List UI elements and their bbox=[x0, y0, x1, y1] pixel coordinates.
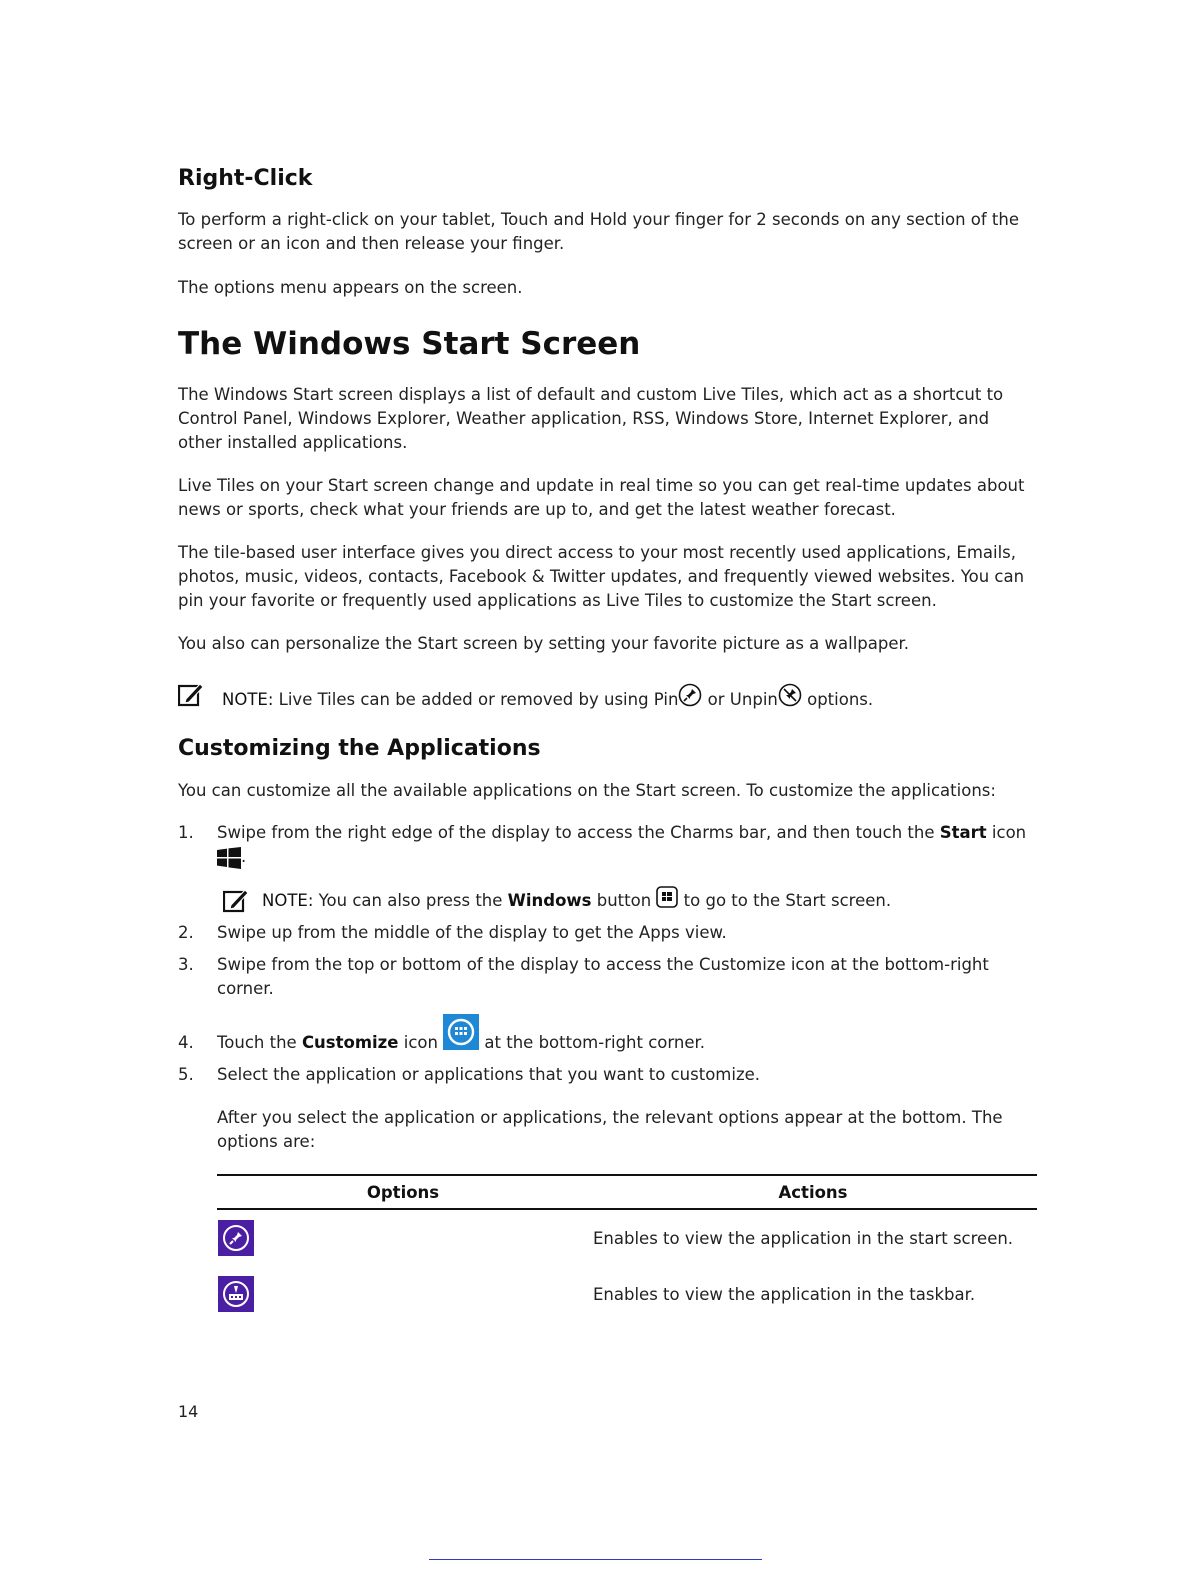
step-number: 1. bbox=[178, 823, 194, 842]
windows-start-icon bbox=[217, 847, 241, 869]
step-1-bold: Start bbox=[939, 823, 987, 842]
table-row bbox=[217, 1266, 1037, 1322]
option-cell bbox=[217, 1209, 589, 1266]
step-4-text-c: at the bottom-right corner. bbox=[479, 1033, 706, 1052]
step-4-bold: Customize bbox=[301, 1033, 399, 1052]
action-cell: Enables to view the application in the start screen. bbox=[593, 1228, 1014, 1248]
options-menu-paragraph: The options menu appears on the screen. bbox=[178, 278, 523, 297]
start-screen-paragraph-2: Live Tiles on your Start screen change and update in real time so you can get real-time updates about news or sports, check what your friends are up to, and get the latest weather forecast. bbox=[178, 476, 1025, 519]
right-click-paragraph: To perform a right-click on your tablet, Touch and Hold your finger for 2 seconds on any section of the screen or an icon and then release your finger. bbox=[178, 210, 1020, 253]
option-cell bbox=[217, 1266, 589, 1322]
note-text: Live Tiles can be added or removed by using Pin bbox=[273, 690, 679, 709]
step-4-text-a: Touch the bbox=[217, 1033, 302, 1052]
table-row bbox=[217, 1209, 1037, 1266]
customize-icon bbox=[443, 1014, 479, 1050]
page-number: 14 bbox=[178, 1402, 199, 1421]
step-1-text bbox=[217, 821, 1037, 869]
note-text: You can also press the bbox=[313, 891, 508, 910]
step-2-text: Swipe up from the middle of the display to get the Apps view. bbox=[217, 923, 727, 942]
step-4-text bbox=[217, 1031, 1037, 1055]
options-column-header: Options bbox=[217, 1175, 589, 1209]
step-number: 5. bbox=[178, 1065, 194, 1084]
step-number: 4. bbox=[178, 1033, 194, 1052]
windows-button-icon bbox=[656, 886, 678, 908]
step-number: 2. bbox=[178, 923, 194, 942]
step-number: 3. bbox=[178, 955, 194, 974]
table-header-row bbox=[217, 1175, 1037, 1209]
bottom-link-underline bbox=[429, 1559, 762, 1560]
actions-column-header: Actions bbox=[589, 1175, 1037, 1209]
customizing-intro: You can customize all the available applications on the Start screen. To customize the applications: bbox=[178, 781, 996, 800]
note-bold-windows: Windows bbox=[507, 891, 592, 910]
note-text-or-unpin: or Unpin bbox=[702, 690, 778, 709]
step-1-text-c: . bbox=[241, 847, 247, 866]
pin-icon bbox=[678, 683, 702, 707]
note-text-button: button bbox=[591, 891, 657, 910]
right-click-heading: Right-Click bbox=[178, 166, 313, 191]
windows-button-note bbox=[262, 889, 891, 913]
step-3-text: Swipe from the top or bottom of the display to access the Customize icon at the bottom-right corner. bbox=[217, 955, 989, 998]
start-screen-heading: The Windows Start Screen bbox=[178, 326, 641, 362]
note-pencil-icon bbox=[178, 681, 204, 707]
start-screen-paragraph-4: You also can personalize the Start screen by setting your favorite picture as a wallpaper. bbox=[178, 634, 910, 653]
note-text-options: options. bbox=[801, 690, 874, 709]
note-pencil-icon bbox=[223, 887, 249, 913]
note-label: NOTE: bbox=[222, 690, 274, 709]
note-label: NOTE: bbox=[262, 891, 314, 910]
start-screen-paragraph-1: The Windows Start screen displays a list of default and custom Live Tiles, which act as a shortcut to Control Panel, Windows Explorer, Weather application, RSS, Windows Store, Internet Explorer, and other installed applications. bbox=[178, 385, 1004, 452]
unpin-icon bbox=[778, 683, 802, 707]
step-4-text-b: icon bbox=[398, 1033, 444, 1052]
step-5-text: Select the application or applications that you want to customize. bbox=[217, 1065, 761, 1084]
start-screen-paragraph-3: The tile-based user interface gives you direct access to your most recently used applications, Emails, photos, music, videos, contacts, Facebook & Twitter updates, and frequently viewed websites. You can pin your favorite or frequently used applications as Live Tiles to customize the Start screen. bbox=[178, 543, 1025, 610]
action-cell: Enables to view the application in the taskbar. bbox=[593, 1284, 976, 1304]
pin-to-taskbar-icon bbox=[218, 1276, 254, 1312]
note-text-end: to go to the Start screen. bbox=[678, 891, 892, 910]
live-tiles-note bbox=[222, 688, 873, 712]
after-select-paragraph: After you select the application or applications, the relevant options appear at the bottom. The options are: bbox=[217, 1108, 1003, 1151]
pin-to-start-icon bbox=[218, 1220, 254, 1256]
customizing-heading: Customizing the Applications bbox=[178, 736, 541, 761]
step-1-text-a: Swipe from the right edge of the display to access the Charms bar, and then touch the bbox=[217, 823, 940, 842]
options-table bbox=[217, 1174, 1037, 1322]
step-1-text-b: icon bbox=[986, 823, 1027, 842]
